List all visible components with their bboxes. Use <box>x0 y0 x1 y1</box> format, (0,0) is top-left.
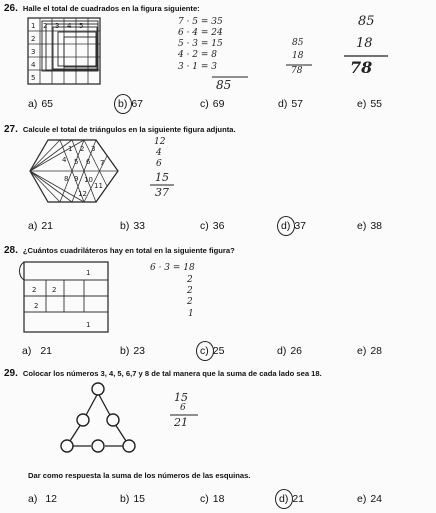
triangle-number: 1 <box>68 145 73 153</box>
option-b-marked[interactable]: b) 67 <box>118 98 144 110</box>
question-number: 26. <box>4 3 18 14</box>
side-sum-line: 78 <box>350 58 373 77</box>
triangle-number: 3 <box>91 145 96 153</box>
question-number: 28. <box>4 245 18 256</box>
triangle-number: 11 <box>94 182 103 190</box>
side-sum-line: 85 <box>358 14 375 29</box>
work-line: 2 <box>187 297 193 307</box>
option-a[interactable]: a) 21 <box>22 345 53 357</box>
option-d-marked[interactable]: d) 37 <box>281 220 307 232</box>
option-c[interactable]: c) 18 <box>200 493 225 505</box>
grid-number: 3 <box>55 22 60 30</box>
grid-number: 2 <box>31 35 36 43</box>
triangle-circles-figure <box>60 382 136 454</box>
region-number: 2 <box>34 302 39 310</box>
work-line: 6 · 4 = 24 <box>178 28 223 38</box>
work-line: 6 · 3 = 18 <box>150 263 195 273</box>
region-number: 1 <box>86 269 91 277</box>
option-b[interactable]: b) 15 <box>120 493 146 505</box>
work-total: 21 <box>174 416 188 429</box>
option-e[interactable]: e) 38 <box>357 220 383 232</box>
question-text: Calcule el total de triángulos en la siguiente figura adjunta. <box>22 125 236 134</box>
region-number: 2 <box>52 286 57 294</box>
quadrilaterals-figure <box>16 256 112 336</box>
side-sum-line: 78 <box>291 66 303 76</box>
work-line: 12 <box>154 137 166 147</box>
sum-line <box>344 55 388 57</box>
work-line: 6 <box>180 403 186 413</box>
region-number: 1 <box>86 321 91 329</box>
question-26-header <box>4 3 200 14</box>
hexagon-triangles-figure <box>28 138 120 204</box>
triangle-number: 7 <box>100 159 105 167</box>
question-text: ¿Cuántos cuadriláteros hay en total en la siguiente figura? <box>22 246 235 255</box>
triangle-number: 5 <box>74 158 79 166</box>
side-sum-line: 85 <box>292 38 304 48</box>
question-text: Halle el total de cuadrados en la figura siguiente: <box>22 4 200 13</box>
triangle-number: 12 <box>78 190 87 198</box>
option-c[interactable]: c) 36 <box>200 220 225 232</box>
work-line: 4 · 2 = 8 <box>178 50 218 60</box>
work-line: 7 · 5 = 35 <box>178 17 223 27</box>
triangle-number: 6 <box>86 158 91 166</box>
option-b[interactable]: b) 33 <box>120 220 146 232</box>
grid-number: 1 <box>31 22 36 30</box>
question-29-subtext: Dar como respuesta la suma de los números de las esquinas. <box>28 471 251 480</box>
work-total: 37 <box>155 186 169 199</box>
question-number: 29. <box>4 368 18 379</box>
option-e[interactable]: e) 55 <box>357 98 383 110</box>
region-number: 2 <box>32 286 37 294</box>
triangle-number: 10 <box>84 176 93 184</box>
grid-number: 4 <box>31 61 36 69</box>
triangle-number: 4 <box>62 156 67 164</box>
work-line: 15 <box>155 171 169 184</box>
work-line: 15 <box>174 391 188 404</box>
question-27-header <box>4 124 236 135</box>
triangle-number: 9 <box>74 175 79 183</box>
grid-number: 2 <box>43 22 48 30</box>
side-sum-line: 18 <box>356 36 373 51</box>
option-a[interactable]: a) 65 <box>28 98 54 110</box>
option-c[interactable]: c) 69 <box>200 98 225 110</box>
grid-number: 4 <box>67 22 72 30</box>
squares-grid-figure <box>28 18 124 88</box>
option-d[interactable]: d) 26 <box>277 345 303 357</box>
work-line: 5 · 3 = 15 <box>178 39 223 49</box>
question-text: Colocar los números 3, 4, 5, 6,7 y 8 de tal manera que la suma de cada lado sea 18. <box>22 369 322 378</box>
option-e[interactable]: e) 28 <box>357 345 383 357</box>
option-e[interactable]: e) 24 <box>357 493 383 505</box>
option-b[interactable]: b) 23 <box>120 345 146 357</box>
option-d[interactable]: d) 57 <box>278 98 304 110</box>
option-a[interactable]: a) 21 <box>28 220 54 232</box>
grid-number: 3 <box>31 48 36 56</box>
option-c-marked[interactable]: c) 25 <box>200 345 225 357</box>
question-29-header <box>4 368 322 379</box>
work-line: 2 <box>187 275 193 285</box>
side-sum-line: 18 <box>292 51 304 61</box>
work-line: 6 <box>156 159 162 169</box>
work-line: 1 <box>188 309 194 319</box>
work-line: 3 · 1 = 3 <box>178 62 218 72</box>
work-line: 2 <box>187 286 193 296</box>
work-line: 4 <box>156 148 162 158</box>
grid-number: 5 <box>31 74 36 82</box>
option-a[interactable]: a) 12 <box>28 493 58 505</box>
triangle-number: 2 <box>80 145 85 153</box>
question-28-header <box>4 245 235 256</box>
work-total: 85 <box>216 78 232 92</box>
grid-number: 5 <box>79 22 84 30</box>
triangle-number: 8 <box>64 175 69 183</box>
option-d-marked[interactable]: d) 21 <box>279 493 305 505</box>
question-number: 27. <box>4 124 18 135</box>
